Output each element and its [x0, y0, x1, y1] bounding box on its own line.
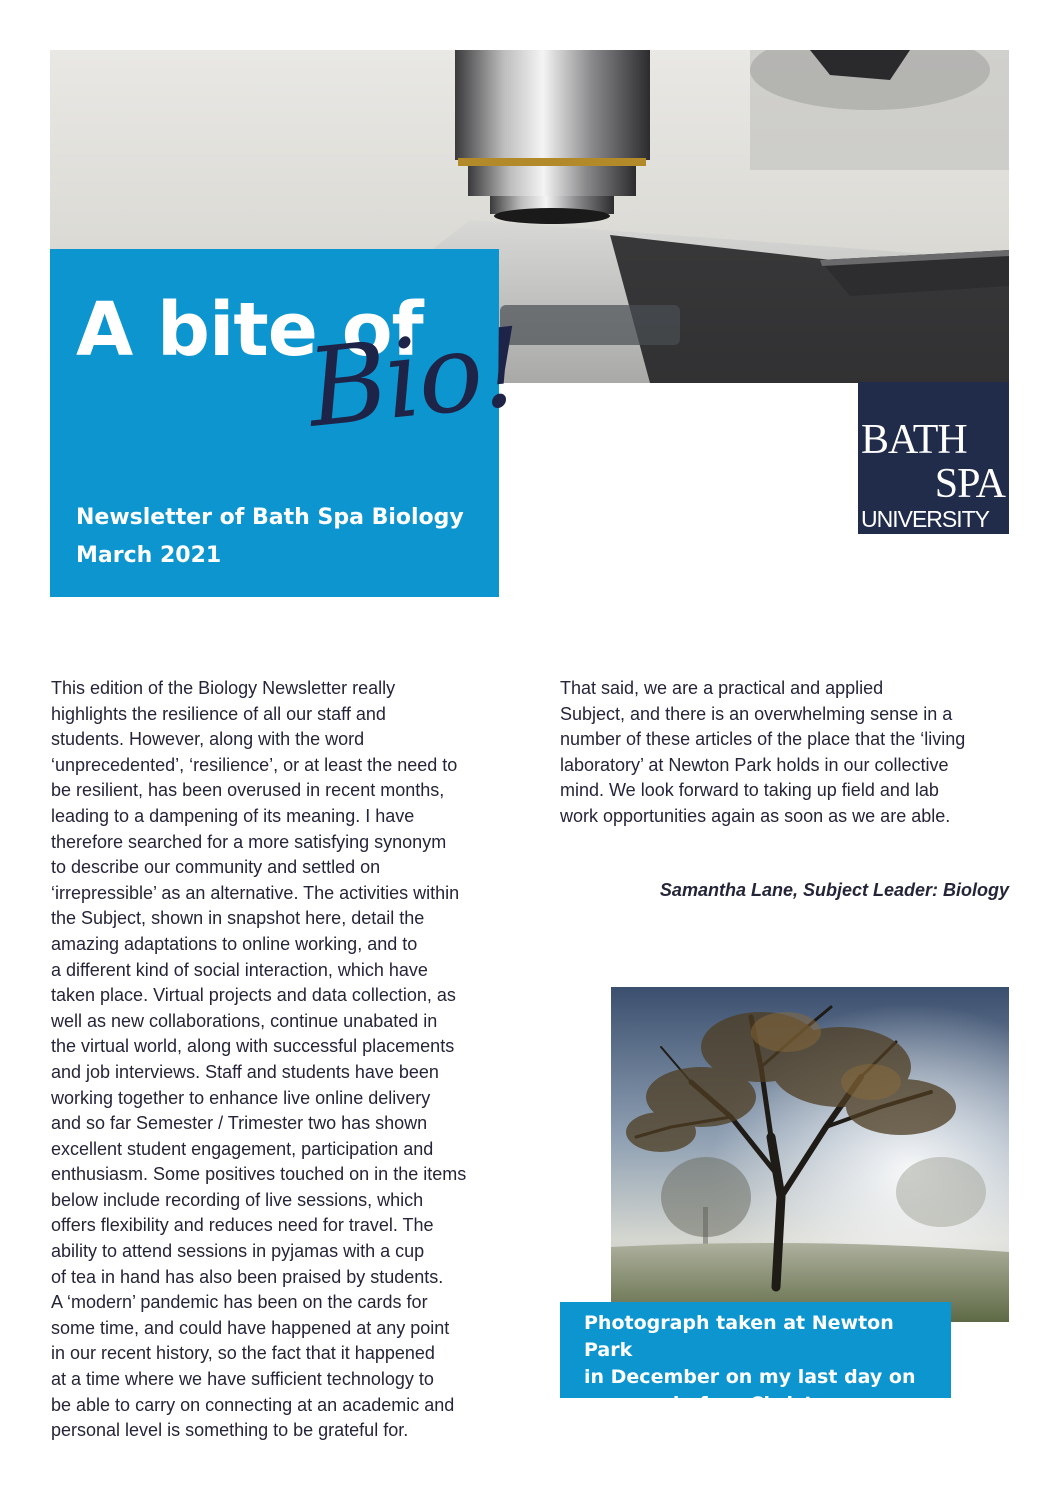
text-line: taken place. Virtual projects and data collection, as: [51, 985, 456, 1006]
logo-line-university: UNIVERSITY: [861, 506, 990, 532]
logo-line-spa: SPA: [934, 461, 1005, 507]
text-line: amazing adaptations to online working, and to: [51, 933, 418, 954]
subtitle-line: Newsletter of Bath Spa Biology: [76, 505, 464, 530]
text-line: be able to carry on connecting at an academic and: [51, 1394, 455, 1415]
tree-in-mist-illustration: [611, 987, 1009, 1322]
text-line: of tea in hand has also been praised by students.: [51, 1266, 444, 1287]
caption-line: Photograph taken at Newton Park: [584, 1312, 894, 1361]
text-line: number of these articles of the place that the ‘living: [560, 729, 966, 750]
title-panel: [50, 249, 529, 597]
text-line: and job interviews. Staff and students have been: [51, 1061, 439, 1082]
text-line: leading to a dampening of its meaning. I have: [51, 805, 415, 826]
text-line: be resilient, has been overused in recent months,: [51, 780, 445, 801]
text-line: and so far Semester / Trimester two has shown: [51, 1113, 428, 1134]
author-signature: Samantha Lane, Subject Leader: Biology: [659, 880, 1009, 900]
text-line: the virtual world, along with successful placements: [51, 1036, 455, 1057]
text-line: This edition of the Biology Newsletter really: [51, 678, 396, 698]
text-line: mind. We look forward to taking up field and lab: [560, 780, 939, 801]
newsletter-title-script: Bio!: [302, 305, 529, 452]
text-line: personal level is something to be grateful for.: [51, 1420, 409, 1441]
text-line: ‘irrepressible’ as an alternative. The activities within: [51, 882, 460, 903]
text-line: to describe our community and settled on: [51, 857, 381, 878]
caption-line: campus before Christmas.: [584, 1393, 865, 1415]
text-line: students. However, along with the word: [51, 729, 365, 750]
text-line: excellent student engagement, participation and: [51, 1138, 434, 1159]
text-line: ability to attend sessions in pyjamas with a cup: [51, 1241, 425, 1262]
caption-line: in December on my last day on: [584, 1366, 916, 1388]
newsletter-title: A bite of: [76, 287, 423, 373]
article-left-column: [51, 676, 503, 1444]
text-line: therefore searched for a more satisfying synonym: [51, 831, 447, 852]
text-line: in our recent history, so the fact that it happened: [51, 1343, 435, 1364]
text-line: Subject, and there is an overwhelming sense in a: [560, 703, 953, 724]
text-line: well as new collaborations, continue unabated in: [51, 1010, 438, 1031]
article-right-column: [560, 676, 1012, 830]
text-line: working together to enhance live online delivery: [51, 1087, 431, 1108]
bath-spa-university-logo: [858, 382, 1009, 534]
issue-date: March 2021: [76, 543, 222, 568]
newsletter-subtitle: [76, 499, 464, 575]
text-line: ‘unprecedented’, ‘resilience’, or at least the need to: [51, 754, 458, 775]
text-line: That said, we are a practical and applied: [560, 678, 884, 698]
text-line: enthusiasm. Some positives touched on in the items: [51, 1164, 467, 1185]
text-line: highlights the resilience of all our staff and: [51, 703, 386, 724]
text-line: A ‘modern’ pandemic has been on the cards for: [51, 1292, 428, 1313]
text-line: at a time where we have sufficient technology to: [51, 1369, 434, 1390]
logo-line-bath: BATH: [861, 417, 967, 463]
photo-caption: [584, 1310, 934, 1418]
text-line: work opportunities again as soon as we are able.: [560, 805, 951, 826]
text-line: below include recording of live sessions, which: [51, 1189, 424, 1210]
photo-caption-box: [560, 1302, 951, 1415]
text-line: offers flexibility and reduces need for travel. The: [51, 1215, 434, 1236]
newton-park-photo: [611, 987, 1009, 1322]
text-line: the Subject, shown in snapshot here, detail the: [51, 908, 425, 929]
text-line: some time, and could have happened at any point: [51, 1317, 450, 1338]
text-line: laboratory’ at Newton Park holds in our collective: [560, 754, 949, 775]
text-line: a different kind of social interaction, which have: [51, 959, 428, 980]
